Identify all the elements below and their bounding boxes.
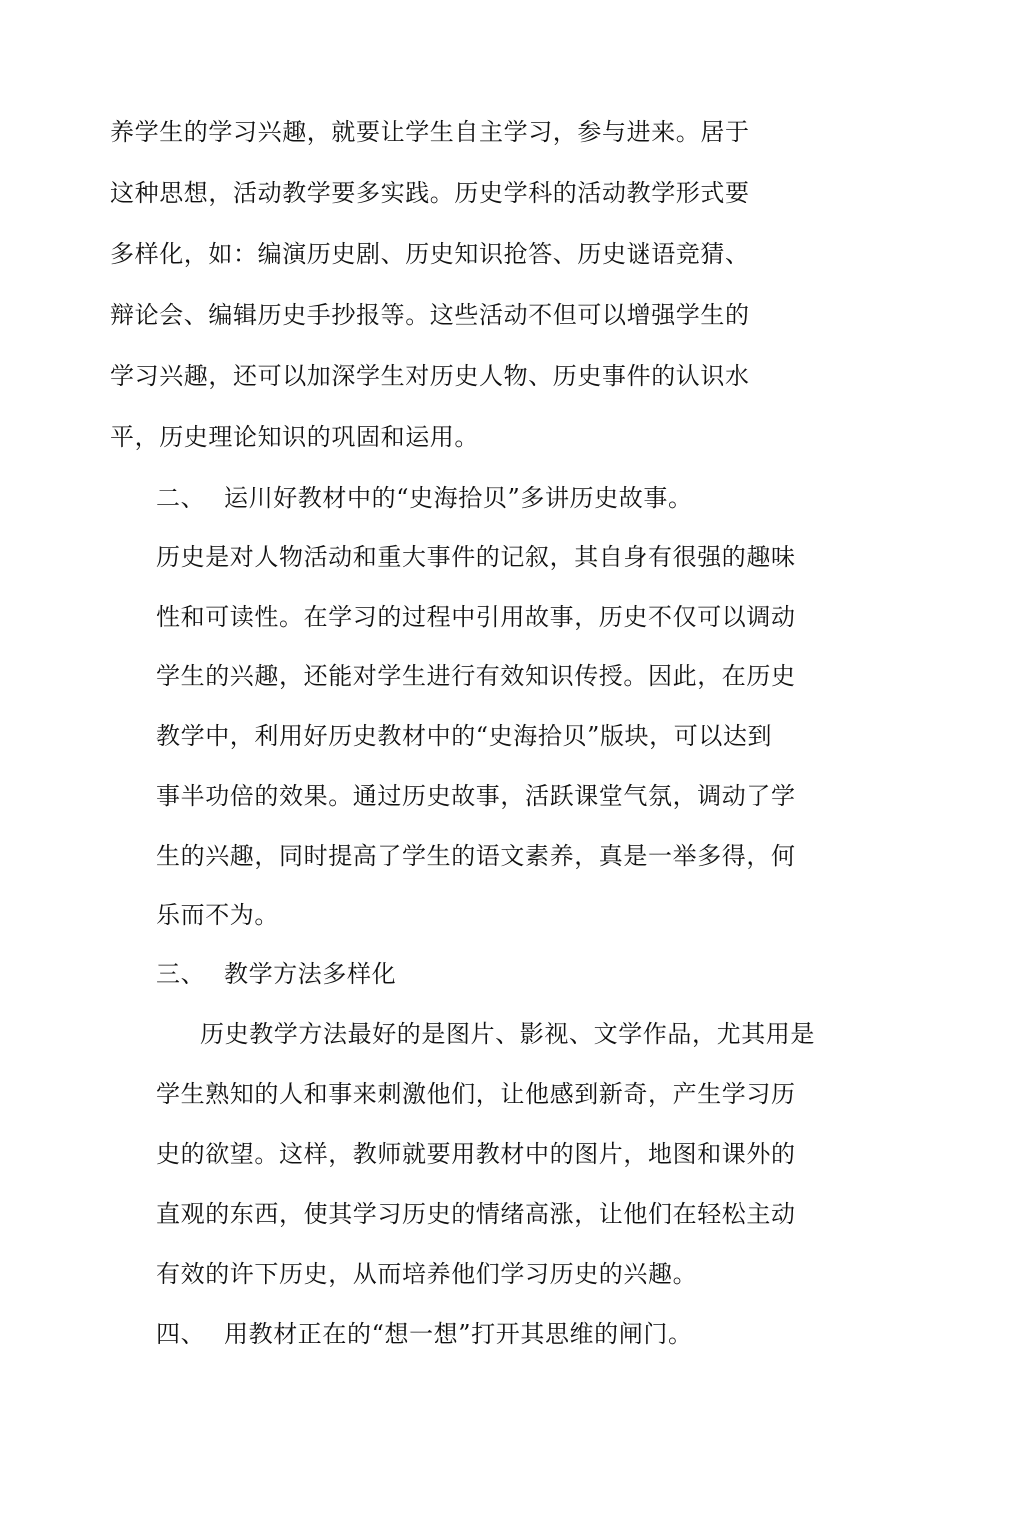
paragraph-line: 历史教学方法最好的是图片、影视、文学作品，尤其用是 xyxy=(200,1020,815,1048)
paragraph-line: 性和可读性。在学习的过程中引用故事，历史不仅可以调动 xyxy=(156,603,796,631)
paragraph-line: 养学生的学习兴趣，就要让学生自主学习，参与进来。居于 xyxy=(110,118,750,146)
section-number: 三、 xyxy=(156,960,206,988)
paragraph-line: 教学中，利用好历史教材中的“史海拾贝”版块，可以达到 xyxy=(156,722,773,750)
paragraph-line: 学生的兴趣，还能对学生进行有效知识传授。因此，在历史 xyxy=(156,662,796,690)
paragraph-line: 乐而不为。 xyxy=(156,901,279,929)
section-heading-4 xyxy=(156,1318,693,1350)
paragraph-line: 直观的东西，使其学习历史的情绪高涨，让他们在轻松主动 xyxy=(156,1200,796,1228)
paragraph-line: 生的兴趣，同时提高了学生的语文素养，真是一举多得，何 xyxy=(156,842,796,870)
paragraph-line: 史的欲望。这样，教师就要用教材中的图片，地图和课外的 xyxy=(156,1140,796,1168)
paragraph-line: 多样化，如：编演历史剧、历史知识抢答、历史谜语竞猜、 xyxy=(110,240,750,268)
section-heading-2 xyxy=(156,482,693,514)
section-number: 二、 xyxy=(156,484,206,512)
section-number: 四、 xyxy=(156,1320,206,1348)
paragraph-line: 辩论会、编辑历史手抄报等。这些活动不但可以增强学生的 xyxy=(110,301,750,329)
paragraph-line: 这种思想，活动教学要多实践。历史学科的活动教学形式要 xyxy=(110,179,750,207)
section-heading-3 xyxy=(156,958,396,990)
paragraph-line: 有效的许下历史，从而培养他们学习历史的兴趣。 xyxy=(156,1260,698,1288)
paragraph-line: 事半功倍的效果。通过历史故事，活跃课堂气氛，调动了学 xyxy=(156,782,796,810)
section-title: 运川好教材中的“史海拾贝”多讲历史故事。 xyxy=(224,484,693,512)
paragraph-line: 平，历史理论知识的巩固和运用。 xyxy=(110,423,479,451)
paragraph-line: 学习兴趣，还可以加深学生对历史人物、历史事件的认识水 xyxy=(110,362,750,390)
section-title: 用教材正在的“想一想”打开其思维的闸门。 xyxy=(224,1320,693,1348)
paragraph-line: 历史是对人物活动和重大事件的记叙，其自身有很强的趣味 xyxy=(156,543,796,571)
paragraph-line: 学生熟知的人和事来刺激他们，让他感到新奇，产生学习历 xyxy=(156,1080,796,1108)
section-title: 教学方法多样化 xyxy=(224,960,397,988)
